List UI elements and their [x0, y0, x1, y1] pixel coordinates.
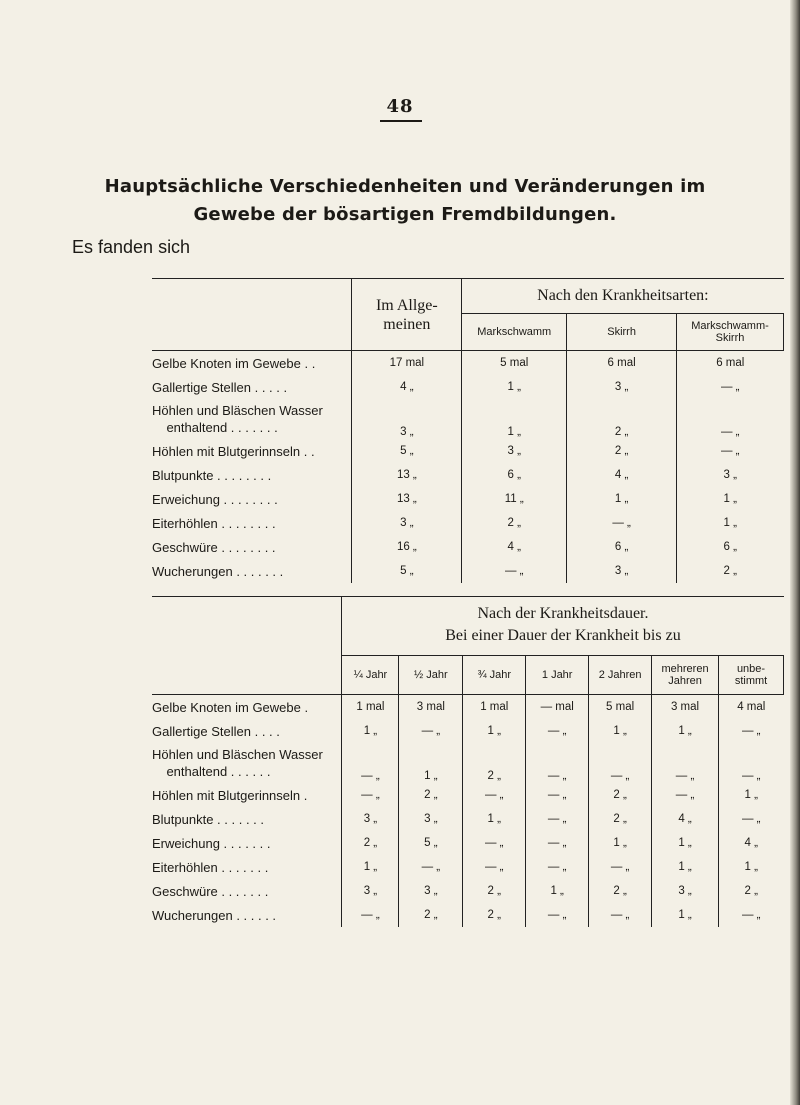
table2-group-header-line-1: Nach der Krankheitsdauer.	[477, 605, 649, 622]
table1-cell: 13 „	[352, 463, 462, 487]
table1-cell: 6 „	[462, 463, 567, 487]
intro-text: Es fanden sich	[72, 237, 191, 257]
table-row	[152, 439, 784, 463]
table1-cell: 3 „	[567, 559, 677, 583]
table1-cell: 1 „	[462, 375, 567, 399]
table1-cell: 4 „	[567, 463, 677, 487]
table2-group-header	[342, 597, 784, 656]
table-row	[152, 831, 784, 855]
table2-cell: 3 „	[399, 879, 463, 903]
table2-cell: — „	[342, 743, 399, 783]
table2-cell: 1 „	[589, 831, 652, 855]
table2-cell: 3 „	[342, 879, 399, 903]
table1-cell: — „	[567, 511, 677, 535]
table2-cell: 2 „	[719, 879, 784, 903]
table2-cell: — „	[399, 855, 463, 879]
table2-cell: 1 „	[652, 903, 719, 927]
table1-row-label: Erweichung . . . . . . . .	[152, 491, 278, 507]
table1-cell: 4 „	[462, 535, 567, 559]
table-row	[152, 695, 784, 720]
table1-cell: — „	[677, 439, 784, 463]
table1-cell: 6 mal	[567, 351, 677, 376]
table1-subheader-skirrh: Skirrh	[567, 314, 677, 351]
table2-cell: — „	[526, 831, 589, 855]
table1-cell: 1 „	[462, 399, 567, 439]
table2-corner	[152, 597, 342, 695]
table-row	[152, 783, 784, 807]
table2-row-label: Geschwüre . . . . . . .	[152, 883, 269, 899]
table2-cell: 1 mal	[342, 695, 399, 720]
table2-row-label: Eiterhöhlen . . . . . . .	[152, 859, 269, 875]
table1-cell: 11 „	[462, 487, 567, 511]
table-row	[152, 487, 784, 511]
table2-cell: 1 „	[463, 807, 526, 831]
table1-cell: 2 „	[462, 511, 567, 535]
table2-cell: — „	[719, 903, 784, 927]
table2-cell: 2 „	[589, 807, 652, 831]
table1-subheader-markschwamm: Markschwamm	[462, 314, 567, 351]
table2-subheader: ¼ Jahr	[342, 656, 399, 695]
table2-cell: 2 „	[399, 903, 463, 927]
table1-cell: 16 „	[352, 535, 462, 559]
table2-cell: — „	[719, 743, 784, 783]
table1-cell: 17 mal	[352, 351, 462, 376]
table1-subheader-markschwamm-skirrh: Markschwamm- Skirrh	[677, 314, 784, 351]
table2-cell: — mal	[526, 695, 589, 720]
table1-cell: 2 „	[567, 439, 677, 463]
table1-row-label: Eiterhöhlen . . . . . . . .	[152, 515, 276, 531]
table2-cell: 4 mal	[719, 695, 784, 720]
table1-row-label: Blutpunkte . . . . . . . .	[152, 467, 272, 483]
table2-cell: — „	[526, 807, 589, 831]
table-row	[152, 855, 784, 879]
table2-cell: — „	[526, 743, 589, 783]
table1-row-label: Wucherungen . . . . . . .	[152, 563, 284, 579]
table1-cell: 3 „	[352, 399, 462, 439]
table2-cell: — „	[526, 855, 589, 879]
table2-cell: — „	[526, 903, 589, 927]
table1-cell: 5 „	[352, 439, 462, 463]
table2-cell: 2 „	[463, 879, 526, 903]
table2-cell: — „	[719, 807, 784, 831]
table2-row-label: Blutpunkte . . . . . . .	[152, 811, 264, 827]
table2-cell: 1 „	[463, 719, 526, 743]
table2-subheader: 1 Jahr	[526, 656, 589, 695]
table-row	[152, 807, 784, 831]
table-row	[152, 511, 784, 535]
table1-cell: 6 „	[677, 535, 784, 559]
table2-cell: — „	[399, 719, 463, 743]
table2-cell: 2 „	[342, 831, 399, 855]
table1-group-header: Nach den Krankheitsarten:	[462, 279, 784, 314]
table2-cell: 2 „	[463, 903, 526, 927]
table-row	[152, 535, 784, 559]
table2-cell: — „	[463, 855, 526, 879]
table2-cell: 1 „	[342, 719, 399, 743]
table2-subheader: mehreren Jahren	[652, 656, 719, 695]
table2-subheader: ¾ Jahr	[463, 656, 526, 695]
table2-subheader: 2 Jahren	[589, 656, 652, 695]
table-row	[152, 879, 784, 903]
table2-cell: 1 „	[652, 855, 719, 879]
table2-cell: 1 „	[526, 879, 589, 903]
table-row	[152, 375, 784, 399]
table2-cell: — „	[526, 783, 589, 807]
table1-cell: 1 „	[677, 487, 784, 511]
table2-cell: 4 „	[652, 807, 719, 831]
table1-cell: — „	[677, 399, 784, 439]
table1-cell: 3 „	[462, 439, 567, 463]
table-row	[152, 463, 784, 487]
table1-cell: — „	[677, 375, 784, 399]
table-row	[152, 559, 784, 583]
table2-cell: 2 „	[399, 783, 463, 807]
table-row	[152, 903, 784, 927]
table2-cell: 3 „	[652, 879, 719, 903]
table1-row-label: Gelbe Knoten im Gewebe . .	[152, 355, 316, 371]
table2-cell: 3 „	[342, 807, 399, 831]
table1-cell: 3 „	[567, 375, 677, 399]
table2-cell: 1 „	[719, 855, 784, 879]
table2-cell: — „	[652, 783, 719, 807]
table2-row-label: Gallertige Stellen . . . .	[152, 723, 280, 739]
table1-corner	[152, 279, 352, 351]
table2-row-label: Höhlen und Bläschen Wasser enthaltend . . . . . .	[152, 747, 323, 779]
table2-cell: 1 mal	[463, 695, 526, 720]
table2-cell: 1 „	[652, 719, 719, 743]
table1-cell: 13 „	[352, 487, 462, 511]
table1-row-label: Höhlen und Bläschen Wasser enthaltend . . . . . . .	[152, 403, 323, 435]
table2-cell: — „	[719, 719, 784, 743]
table2-cell: 1 „	[589, 719, 652, 743]
table2-row-label: Gelbe Knoten im Gewebe .	[152, 699, 309, 715]
table1-cell: 6 „	[567, 535, 677, 559]
table-row	[152, 719, 784, 743]
table1-cell: 5 mal	[462, 351, 567, 376]
table1-cell: 3 „	[352, 511, 462, 535]
table2-cell: — „	[652, 743, 719, 783]
table2-cell: 1 „	[719, 783, 784, 807]
table2-cell: 3 mal	[652, 695, 719, 720]
table2-cell: 1 „	[652, 831, 719, 855]
table2-cell: — „	[589, 903, 652, 927]
table2-row-label: Erweichung . . . . . . .	[152, 835, 271, 851]
table1-cell: 3 „	[677, 463, 784, 487]
table2-cell: — „	[463, 783, 526, 807]
table1-cell: 1 „	[677, 511, 784, 535]
table2-row-label: Höhlen mit Blutgerinnseln .	[152, 787, 308, 803]
page-number-underline	[380, 120, 422, 122]
table2-cell: 3 mal	[399, 695, 463, 720]
table2-cell: 3 „	[399, 807, 463, 831]
table2-cell: 5 „	[399, 831, 463, 855]
table2-cell: 1 „	[399, 743, 463, 783]
table1-row-label: Höhlen mit Blutgerinnseln . .	[152, 443, 315, 459]
table2-cell: — „	[589, 743, 652, 783]
table1-cell: 1 „	[567, 487, 677, 511]
table2-cell: 2 „	[589, 879, 652, 903]
table2-cell: 2 „	[463, 743, 526, 783]
page-edge-shadow	[790, 0, 800, 1105]
table1-cell: 6 mal	[677, 351, 784, 376]
table2-subheader: ½ Jahr	[399, 656, 463, 695]
table1-cell: — „	[462, 559, 567, 583]
table1-cell: 2 „	[567, 399, 677, 439]
table2-cell: — „	[342, 903, 399, 927]
table2-cell: — „	[589, 855, 652, 879]
table2-group-header-line-2: Bei einer Dauer der Krankheit bis zu	[445, 627, 681, 644]
table1-cell: 4 „	[352, 375, 462, 399]
table1-row-label: Gallertige Stellen . . . . .	[152, 379, 288, 395]
table-by-disease-duration	[152, 596, 784, 927]
table-row	[152, 399, 784, 439]
table2-cell: 5 mal	[589, 695, 652, 720]
table1-cell: 2 „	[677, 559, 784, 583]
section-heading-line-1: Hauptsächliche Verschiedenheiten und Veränderungen im	[104, 176, 706, 197]
table2-subheader: unbe- stimmt	[719, 656, 784, 695]
table2-row-label: Wucherungen . . . . . .	[152, 907, 277, 923]
table1-cell: 5 „	[352, 559, 462, 583]
table2-cell: — „	[526, 719, 589, 743]
table2-cell: 1 „	[342, 855, 399, 879]
table-by-disease-type	[152, 278, 784, 583]
table2-cell: — „	[463, 831, 526, 855]
table1-header-general	[352, 279, 462, 351]
page-number: 48	[386, 96, 414, 117]
table-row	[152, 351, 784, 376]
table1-row-label: Geschwüre . . . . . . . .	[152, 539, 276, 555]
table2-cell: — „	[342, 783, 399, 807]
table2-cell: 2 „	[589, 783, 652, 807]
table1-header-general-text: Im Allge- meinen	[375, 296, 438, 333]
table2-cell: 4 „	[719, 831, 784, 855]
section-heading-line-2: Gewebe der bösartigen Fremdbildungen.	[193, 204, 617, 225]
table-row	[152, 743, 784, 783]
